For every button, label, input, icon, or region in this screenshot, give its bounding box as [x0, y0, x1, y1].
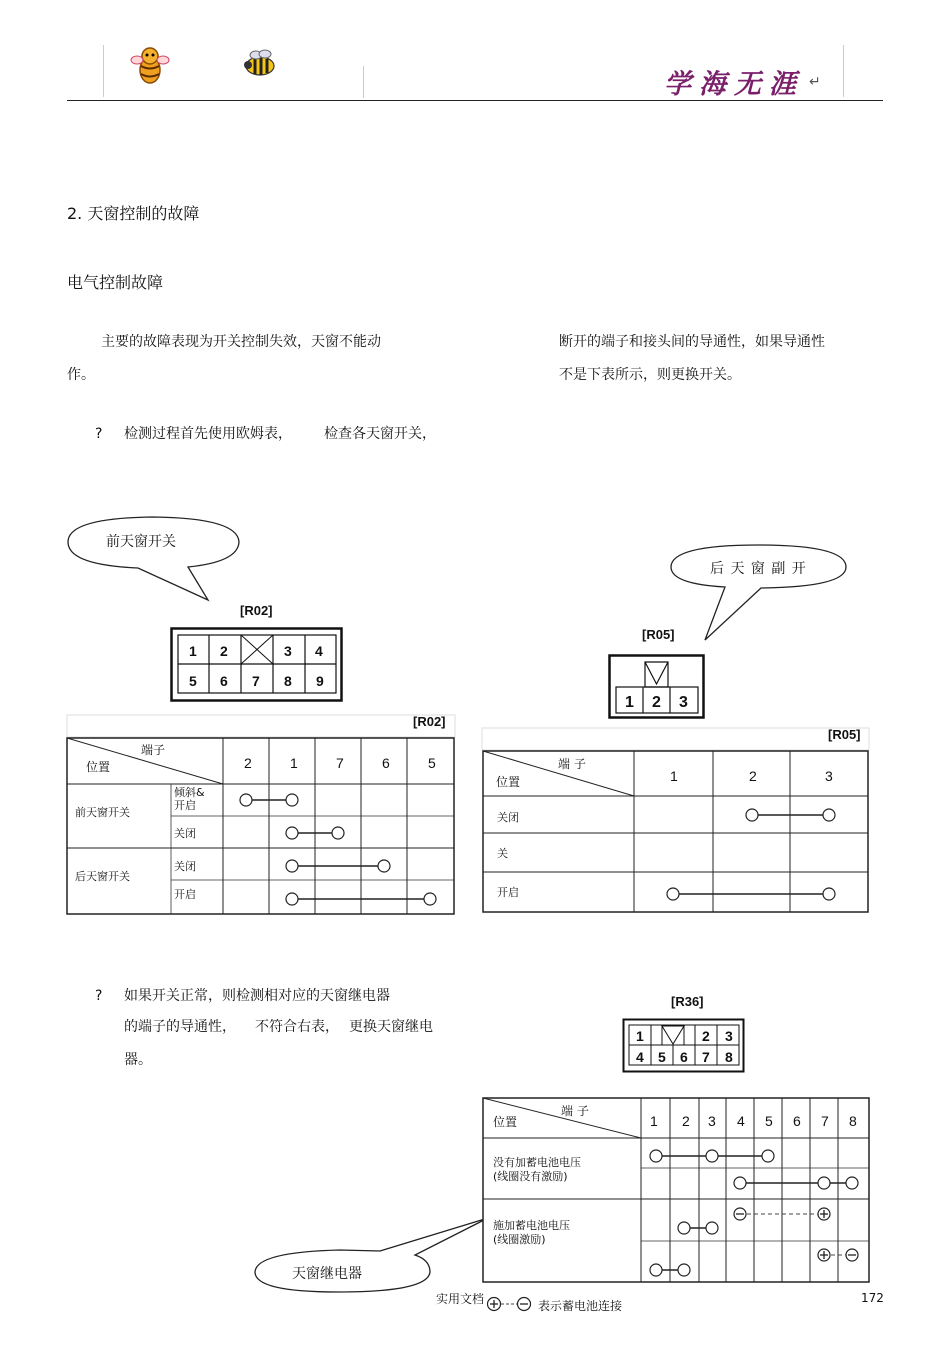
bee-icon: [240, 48, 278, 78]
r02-col: 1: [290, 755, 298, 771]
r02-dot: [286, 794, 298, 806]
bullet2-line3: 器。: [124, 1052, 152, 1068]
r05-col: 3: [825, 768, 833, 784]
r05-row: 关闭: [497, 811, 519, 824]
r05-dot: [746, 809, 758, 821]
r36-col: 7: [821, 1113, 829, 1129]
r02-dot: [332, 827, 344, 839]
r36-table: [481, 1096, 873, 1286]
r05-pin: 3: [679, 694, 688, 711]
r05-row: 关: [497, 847, 508, 860]
page-number: 172: [861, 1291, 884, 1305]
section-title: 2. 天窗控制的故障: [67, 204, 200, 223]
r36-dot: [650, 1150, 662, 1162]
r02-dot: [240, 794, 252, 806]
r36-connector: [622, 1018, 746, 1074]
header-rule: [67, 100, 883, 101]
r02-dot: [286, 893, 298, 905]
r02-row: 开启: [174, 888, 196, 901]
r05-dot: [823, 809, 835, 821]
r05-table: [481, 727, 871, 917]
r02-pin: 9: [316, 673, 324, 689]
r02-row: 倾斜& 开启: [174, 786, 205, 812]
header-divider-right: [843, 45, 844, 97]
r05-col: 2: [749, 768, 757, 784]
r36-col: 2: [682, 1113, 690, 1129]
r36-legend: 表示蓄电池连接: [538, 1299, 623, 1313]
r02-pin: 3: [284, 643, 292, 659]
r36-pin: 5: [658, 1049, 666, 1065]
r36-pin: 8: [725, 1049, 733, 1065]
r36-pin: 1: [636, 1028, 644, 1044]
callout-rear-switch: 后 天 窗 副 开: [710, 561, 807, 577]
r36-pin: 3: [725, 1028, 733, 1044]
r02-pin: 5: [189, 673, 197, 689]
r02-col: 5: [428, 755, 436, 771]
r02-group-rear: 后天窗开关: [75, 870, 130, 883]
bullet1-text-a: 检测过程首先使用欧姆表，: [124, 426, 292, 442]
r36-dot: [846, 1177, 858, 1189]
r36-dot: [762, 1150, 774, 1162]
r02-dot: [286, 827, 298, 839]
r02-group-front: 前天窗开关: [75, 806, 130, 819]
battery-legend-icon: [484, 1294, 536, 1314]
r05-table-label: [R05]: [828, 727, 861, 742]
bullet2-line2a: 的端子的导通性，: [124, 1019, 236, 1035]
r02-hdr-terminal: 端子: [141, 743, 166, 757]
para1-line1: 主要的故障表现为开关控制失效，天窗不能动: [101, 334, 381, 350]
r05-hdr-position: 位置: [496, 775, 521, 789]
callout-relay-bubble: [250, 1210, 500, 1300]
bullet2-mark: ?: [95, 988, 103, 1004]
r05-hdr-terminal: 端 子: [558, 757, 586, 771]
r36-pin: 7: [702, 1049, 710, 1065]
r02-pin: 1: [189, 643, 197, 659]
r05-col: 1: [670, 768, 678, 784]
r36-pin: 6: [680, 1049, 688, 1065]
r36-dot: [650, 1264, 662, 1276]
callout-rear-switch-bubble: [665, 540, 855, 645]
r05-pin: 2: [652, 694, 661, 711]
r02-pin: 4: [315, 643, 323, 659]
r36-col: 8: [849, 1113, 857, 1129]
r02-col: 6: [382, 755, 390, 771]
r36-hdr-position: 位置: [493, 1115, 518, 1129]
bullet2-line2c: 更换天窗继电: [349, 1019, 433, 1035]
bullet1-mark: ?: [95, 426, 103, 442]
r36-hdr-terminal: 端 子: [561, 1104, 589, 1118]
r36-connector-label: [R36]: [671, 994, 704, 1009]
callout-relay: 天窗继电器: [292, 1266, 362, 1282]
r36-col: 6: [793, 1113, 801, 1129]
callout-front-switch: 前天窗开关: [106, 534, 176, 550]
r36-dot: [706, 1150, 718, 1162]
r36-dot: [818, 1177, 830, 1189]
para2-line2: 不是下表所示，则更换开关。: [559, 367, 741, 383]
r02-hdr-position: 位置: [86, 760, 111, 774]
r36-dot: [678, 1264, 690, 1276]
para2-line1: 断开的端子和接头间的导通性，如果导通性: [559, 334, 825, 350]
footer-doc-label: 实用文档: [436, 1292, 485, 1306]
r36-pin: 4: [636, 1049, 644, 1065]
r05-pin: 1: [625, 694, 634, 711]
r02-pin: 8: [284, 673, 292, 689]
return-mark: ↵: [809, 74, 821, 90]
bee-mascot-icon: [128, 44, 172, 88]
r02-dot: [378, 860, 390, 872]
r05-connector-label: [R05]: [642, 627, 675, 642]
r02-connector-label: [R02]: [240, 603, 273, 618]
r36-row-no-voltage: 没有加蓄电池电压 (线圈没有激励): [493, 1156, 581, 1183]
r02-connector: [170, 627, 344, 703]
r05-row: 开启: [497, 886, 519, 899]
section-subtitle: 电气控制故障: [67, 273, 164, 292]
r36-col: 1: [650, 1113, 658, 1129]
bullet2-line1: 如果开关正常，则检测相对应的天窗继电器: [124, 988, 390, 1004]
bullet1-text-b: 检查各天窗开关，: [324, 426, 436, 442]
r02-col: 7: [336, 755, 344, 771]
r36-col: 3: [708, 1113, 716, 1129]
r36-col: 4: [737, 1113, 745, 1129]
header-divider-left: [103, 45, 104, 97]
r02-pin: 6: [220, 673, 228, 689]
r02-table-label: [R02]: [413, 714, 446, 729]
r02-dot: [424, 893, 436, 905]
r02-pin: 2: [220, 643, 228, 659]
r02-row: 关闭: [174, 860, 196, 873]
para1-line2: 作。: [67, 367, 95, 383]
r05-dot: [667, 888, 679, 900]
r36-dot: [734, 1177, 746, 1189]
logo-text: 学海无涯: [664, 69, 804, 100]
r02-dot: [286, 860, 298, 872]
header-divider-mid: [363, 66, 364, 98]
bullet2-line2b: 不符合右表，: [255, 1019, 339, 1035]
r05-dot: [823, 888, 835, 900]
callout-front-switch-bubble: [60, 510, 250, 605]
r36-dot: [678, 1222, 690, 1234]
r36-row-with-voltage: 施加蓄电池电压 (线圈激励): [493, 1219, 570, 1246]
r02-col: 2: [244, 755, 252, 771]
r02-row: 关闭: [174, 827, 196, 840]
r36-pin: 2: [702, 1028, 710, 1044]
r36-dot: [706, 1222, 718, 1234]
header: [0, 0, 950, 105]
r02-pin: 7: [252, 673, 260, 689]
r36-col: 5: [765, 1113, 773, 1129]
